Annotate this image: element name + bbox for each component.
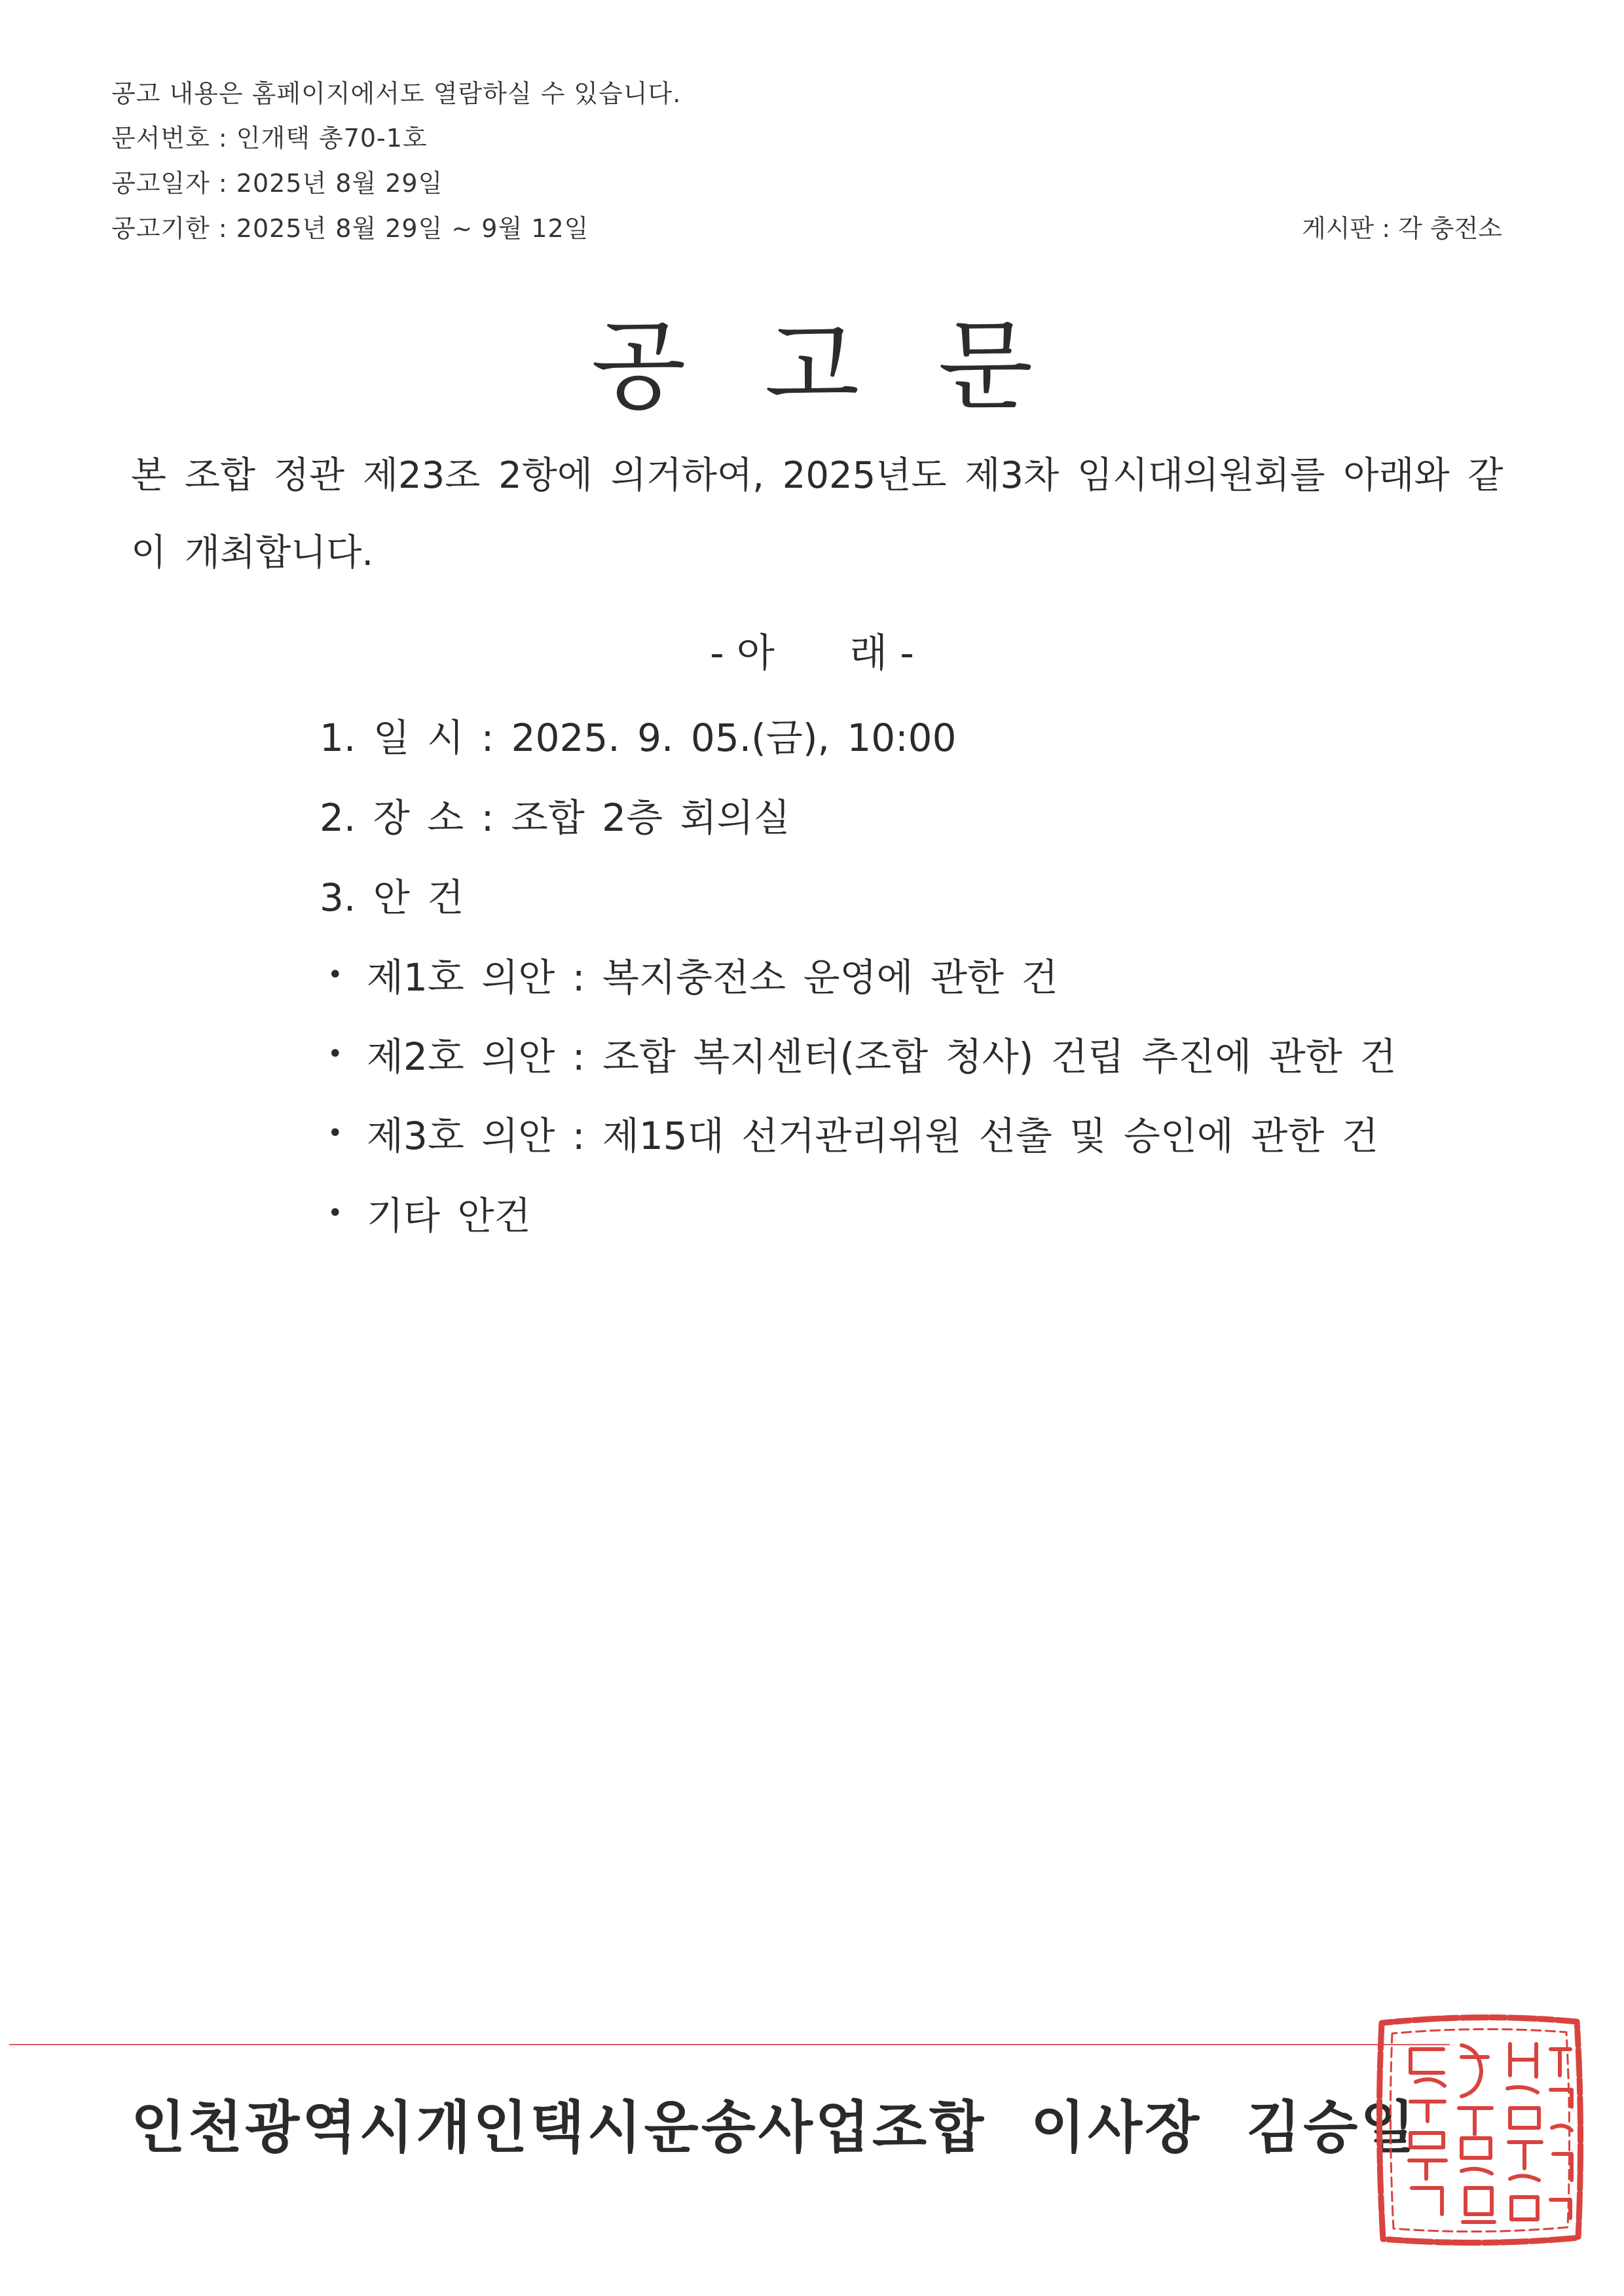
location-item: 2. 장 소 : 조합 2층 회의실: [320, 795, 790, 840]
schedule-item: 1. 일 시 : 2025. 9. 05.(금), 10:00: [320, 716, 957, 760]
footer-divider: [9, 2044, 1450, 2045]
notice-period: 공고기한 : 2025년 8월 29일 ~ 9월 12일: [111, 214, 589, 243]
agenda-item-2: [327, 1026, 1396, 1081]
notice-date: 공고일자 : 2025년 8월 29일: [111, 169, 443, 198]
agenda-item-text: 기타 안건: [367, 1194, 531, 1238]
bullet-icon: •: [327, 1038, 343, 1069]
bullet-icon: •: [327, 1118, 343, 1148]
agenda-item-text: 제1호 의안 : 복지충전소 운영에 관한 건: [367, 955, 1058, 1000]
agenda-item-text: 제3호 의안 : 제15대 선거관리위원 선출 및 승인에 관한 건: [367, 1114, 1378, 1158]
homepage-notice-line: 공고 내용은 홈페이지에서도 열람하실 수 있습니다.: [111, 79, 682, 108]
agenda-item-4: [327, 1185, 531, 1240]
bullet-icon: •: [327, 959, 343, 990]
agenda-item-text: 제2호 의안 : 조합 복지센터(조합 청사) 건립 추진에 관한 건: [367, 1034, 1397, 1079]
document-title: 공고문: [591, 310, 1112, 424]
official-seal-icon: [1370, 2003, 1586, 2256]
bullet-icon: •: [327, 1197, 343, 1228]
below-heading: - 아 래 -: [710, 630, 914, 676]
chairman-signature-line: 인천광역시개인택시운송사업조합 이사장 김승일: [131, 2095, 1418, 2160]
agenda-item-3: [327, 1105, 1378, 1160]
bulletin-board-label: 게시판 : 각 충전소: [1302, 214, 1502, 243]
agenda-heading-item: 3. 안 건: [320, 875, 464, 920]
document-number: 문서번호 : 인개택 총70-1호: [111, 124, 428, 153]
agenda-item-1: [327, 947, 1058, 1002]
intro-paragraph: 본 조합 정관 제23조 2항에 의거하여, 2025년도 제3차 임시대의원회를 아래와 같이 개최합니다.: [131, 454, 1504, 574]
